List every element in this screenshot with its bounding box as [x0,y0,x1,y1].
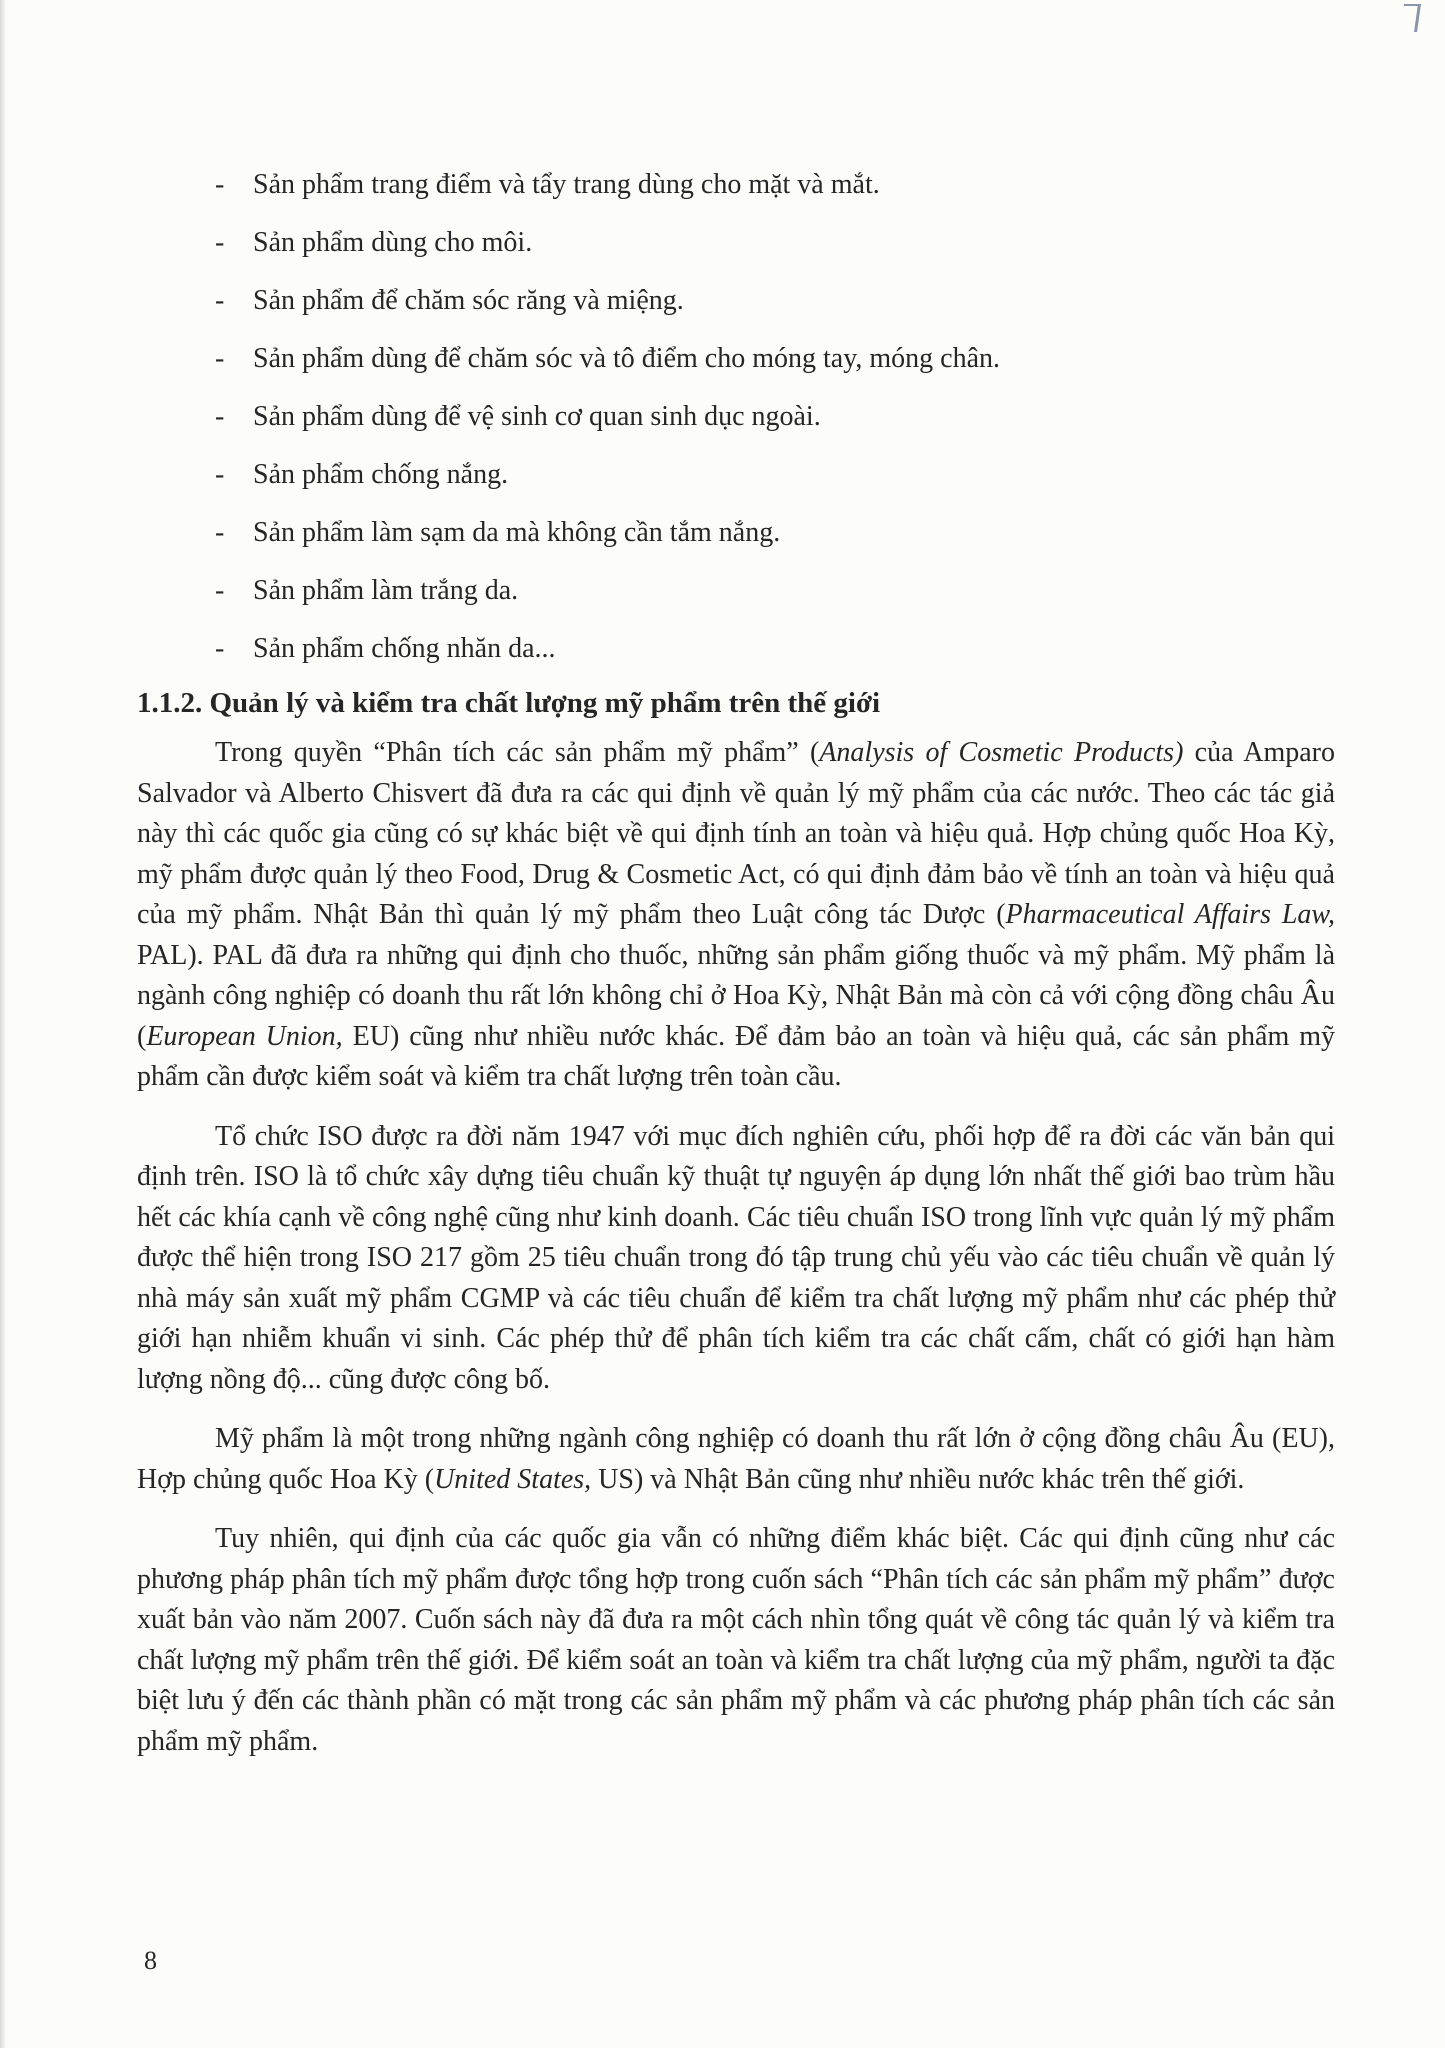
list-item-text: Sản phẩm chống nắng. [253,459,509,490]
list-item-text: Sản phẩm để chăm sóc răng và miệng. [253,285,684,316]
bullet-dash: - [215,459,225,490]
scan-corner-mark [1400,4,1421,32]
section-heading: 1.1.2. Quản lý và kiểm tra chất lượng mỹ phẩm trên thế giới [137,687,881,719]
paragraph-text: của Amparo Salvador và Alberto Chisvert đã đưa ra các qui định về quản lý mỹ phẩm của các nước. Theo các tác giả này thì các quốc gia cũng có sự khác biệt về qui định tính an toàn và hiệu quả. Hợp chủng quốc Hoa Kỳ, mỹ phẩm được quản lý theo Food, Drug & Cosmetic Act, có qui định đảm bảo về tính an toàn và hiệu quả của mỹ phẩm. Nhật Bản thì quản lý mỹ phẩm theo Luật công tác Dược ( [137,737,1335,930]
list-item-text: Sản phẩm làm trắng da. [253,575,519,606]
list-item [215,220,1315,278]
paragraph-text: Trong quyền “Phân tích các sản phẩm mỹ phẩm” ( [215,737,820,768]
list-item [215,278,1315,336]
list-item [215,336,1315,394]
bullet-dash: - [215,517,225,548]
paragraph-iso: Tổ chức ISO được ra đời năm 1947 với mục đích nghiên cứu, phối hợp để ra đời các văn bản qui định trên. ISO là tổ chức xây dựng tiêu chuẩn kỹ thuật tự nguyện áp dụng lớn nhất thế giới bao trùm hầu hết các khía cạnh về công nghệ cũng như kinh doanh. Các tiêu chuẩn ISO trong lĩnh vực quản lý mỹ phẩm được thể hiện trong ISO 217 gồm 25 tiêu chuẩn trong đó tập trung chủ yếu vào các tiêu chuẩn về quản lý nhà máy sản xuất mỹ phẩm CGMP và các tiêu chuẩn để kiểm tra chất lượng mỹ phẩm như các phép thử giới hạn nhiễm khuẩn vi sinh. Các phép thử để phân tích kiểm tra các chất cấm, chất có giới hạn hàm lượng nồng độ... cũng được công bố. [137,1120,1335,1395]
list-item-text: Sản phẩm dùng cho môi. [253,227,533,258]
paragraph-markets [137,1419,1335,1500]
page-number: 8 [144,1946,157,1975]
paragraph-text: PAL). PAL đã đưa ra những qui định cho thuốc, những sản phẩm giống thuốc và mỹ phẩm. Mỹ phẩm là ngành công nghiệp có doanh thu rất lớn không chỉ ở Hoa Kỳ, Nhật Bản mà còn cả với cộng đồng châu Âu ( [137,939,1335,1052]
list-item-text: Sản phẩm dùng để chăm sóc và tô điểm cho móng tay, móng chân. [253,343,1001,374]
list-item [215,510,1315,568]
list-item-text: Sản phẩm làm sạm da mà không cần tắm nắng. [253,517,781,548]
bullet-dash: - [215,633,225,664]
list-item [215,394,1315,452]
list-item [215,568,1315,626]
us-name-italic: United States, [434,1463,592,1495]
list-item-text: Sản phẩm trang điểm và tẩy trang dùng cho mặt và mắt. [253,169,880,200]
list-item [215,626,1315,684]
book-title-italic: Analysis of Cosmetic Products) [819,737,1184,768]
list-item-text: Sản phẩm chống nhăn da... [253,633,556,664]
paragraph-text: Mỹ phẩm là một trong những ngành công nghiệp có doanh thu rất lớn ở cộng đồng châu Âu (EU), Hợp chủng quốc Hoa Kỳ ( [137,1423,1335,1495]
body-text [137,733,1335,1781]
bullet-dash: - [215,285,225,316]
scan-edge [0,0,6,2048]
bullet-dash: - [215,401,225,432]
bullet-dash: - [215,575,225,606]
bullet-dash: - [215,227,225,258]
bullet-dash: - [215,343,225,374]
bullet-dash: - [215,169,225,200]
eu-name-italic: European Union, [146,1020,343,1052]
list-item-text: Sản phẩm dùng để vệ sinh cơ quan sinh dục ngoài. [253,401,821,432]
law-name-italic: Pharmaceutical Affairs Law, [1005,899,1335,930]
list-item [215,452,1315,510]
paragraph-cosmetic-regulation [137,733,1335,1098]
paragraph-text: US) và Nhật Bản cũng như nhiều nước khác trên thế giới. [591,1463,1245,1495]
product-list [215,162,1315,684]
paragraph-differences: Tuy nhiên, qui định của các quốc gia vẫn có những điểm khác biệt. Các qui định cũng như các phương pháp phân tích mỹ phẩm được tổng hợp trong cuốn sách “Phân tích các sản phẩm mỹ phẩm” được xuất bản vào năm 2007. Cuốn sách này đã đưa ra một cách nhìn tổng quát về công tác quản lý và kiểm tra chất lượng mỹ phẩm trên thế giới. Để kiểm soát an toàn và kiểm tra chất lượng của mỹ phẩm, người ta đặc biệt lưu ý đến các thành phần có mặt trong các sản phẩm mỹ phẩm và các phương pháp phân tích các sản phẩm mỹ phẩm. [137,1523,1335,1757]
list-item [215,162,1315,220]
paragraph-text: EU) cũng như nhiều nước khác. Để đảm bảo an toàn và hiệu quả, các sản phẩm mỹ phẩm cần được kiểm soát và kiểm tra chất lượng trên toàn cầu. [137,1020,1335,1092]
